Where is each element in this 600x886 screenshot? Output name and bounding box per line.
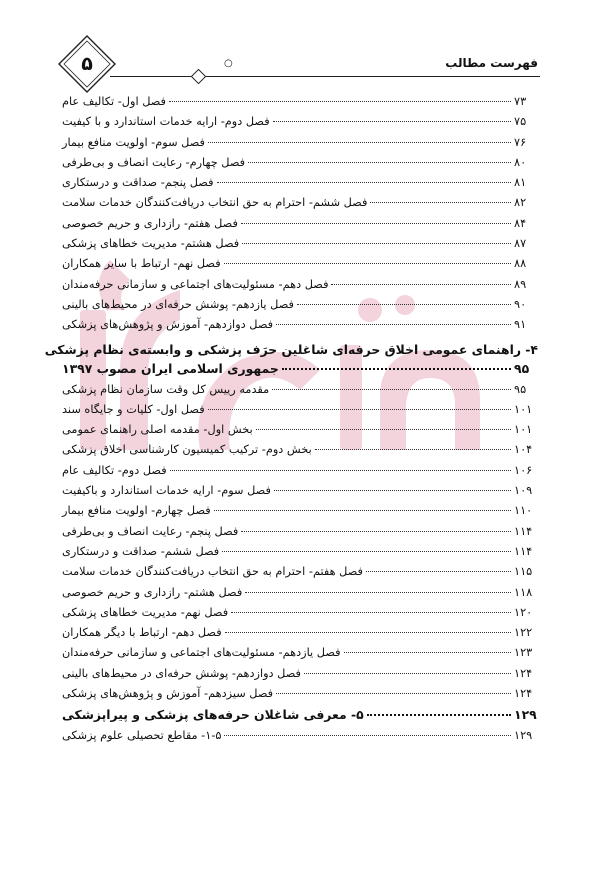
section-4-title-line-1: ۴- راهنمای عمومی اخلاق حرفه‌ای شاغلین حرَف پزشکی و وابسته‌ی نظام پزشکی <box>44 341 538 357</box>
section-4-title-line-2: جمهوری اسلامی ایران مصوب ۱۳۹۷ ۹۵ <box>62 360 530 376</box>
toc-group-1 <box>62 95 538 339</box>
page-header <box>0 0 600 100</box>
toc-entry[interactable]: فصل سیزدهم- آموزش و پژوهش‌های پزشکی ۱۲۴ <box>62 687 533 701</box>
toc-entry[interactable]: فصل یازدهم- مسئولیت‌های اجتماعی و سازمانی حرفه‌مندان ۱۲۳ <box>62 646 533 660</box>
toc-entry[interactable]: فصل اول- تکالیف عام ۷۳ <box>62 95 527 108</box>
toc-group-3 <box>62 729 538 749</box>
diamond-ornament-icon <box>191 69 207 85</box>
table-of-contents <box>44 95 538 750</box>
toc-entry[interactable]: فصل هفتم- احترام به حق انتخاب دریافت‌کنندگان خدمات سلامت ۱۱۵ <box>62 565 533 579</box>
toc-entry[interactable]: فصل سوم- اولویت منافع بیمار ۷۶ <box>62 135 527 149</box>
toc-entry[interactable]: فصل پنجم- رعایت انصاف و بی‌طرفی ۱۱۴ <box>62 524 533 538</box>
toc-entry[interactable]: فصل دوازدهم- آموزش و پژوهش‌های پزشکی ۹۱ <box>62 318 527 332</box>
toc-entry[interactable]: فصل نهم- ارتباط با سایر همکاران ۸۸ <box>62 257 527 271</box>
toc-entry[interactable]: فصل هشتم- رازداری و حریم خصوصی ۱۱۸ <box>62 585 533 599</box>
toc-entry[interactable]: فصل سوم- ارایه خدمات استاندارد و باکیفیت ۱۰۹ <box>62 484 533 498</box>
toc-entry[interactable]: فصل دوم- تکالیف عام ۱۰۶ <box>62 463 533 477</box>
toc-entry[interactable]: فصل دهم- مسئولیت‌های اجتماعی و سازمانی حرفه‌مندان ۸۹ <box>62 277 527 291</box>
header-rule <box>110 76 540 77</box>
toc-entry[interactable]: فصل یازدهم- پوشش حرفه‌ای در محیط‌های بالینی ۹۰ <box>62 297 527 311</box>
toc-entry[interactable]: مقدمه رییس کل وقت سازمان نظام پزشکی ۹۵ <box>62 382 527 396</box>
page-number: ۵ <box>81 53 93 75</box>
toc-entry[interactable]: فصل هشتم- مدیریت خطاهای پزشکی ۸۷ <box>62 237 527 251</box>
toc-entry[interactable]: فصل اول- کلیات و جایگاه سند ۱۰۱ <box>62 402 533 416</box>
toc-entry[interactable]: بخش دوم- ترکیب کمیسیون کارشناسی اخلاق پزشکی ۱۰۴ <box>62 443 533 457</box>
toc-entry[interactable]: فصل پنجم- صداقت و درستکاری ۸۱ <box>62 176 527 190</box>
toc-entry[interactable]: بخش اول- مقدمه اصلی راهنمای عمومی ۱۰۱ <box>62 423 533 437</box>
toc-entry[interactable]: فصل دوم- ارایه خدمات استاندارد و با کیفیت ۷۵ <box>62 115 527 129</box>
toc-entry[interactable]: ۱-۵- مقاطع تحصیلی علوم پزشکی ۱۲۹ <box>62 729 533 743</box>
toc-entry[interactable]: فصل دهم- ارتباط با دیگر همکاران ۱۲۲ <box>62 626 533 640</box>
toc-entry[interactable]: فصل هفتم- رازداری و حریم خصوصی ۸۴ <box>62 216 527 230</box>
chapter-title: فهرست مطالب <box>445 56 538 70</box>
toc-entry[interactable]: فصل چهارم- اولویت منافع بیمار ۱۱۰ <box>62 504 533 518</box>
toc-entry[interactable]: فصل نهم- مدیریت خطاهای پزشکی ۱۲۰ <box>62 605 533 619</box>
toc-entry[interactable]: فصل چهارم- رعایت انصاف و بی‌طرفی ۸۰ <box>62 155 527 169</box>
toc-entry[interactable]: فصل دوازدهم- پوشش حرفه‌ای در محیط‌های بالینی ۱۲۴ <box>62 666 533 680</box>
toc-entry[interactable]: فصل ششم- صداقت و درستکاری ۱۱۴ <box>62 544 533 558</box>
toc-entry[interactable]: فصل ششم- احترام به حق انتخاب دریافت‌کنندگان خدمات سلامت ۸۲ <box>62 196 527 210</box>
toc-section-4[interactable] <box>44 339 538 383</box>
toc-group-2 <box>62 383 538 708</box>
toc-section-5[interactable]: ۵- معرفی شاغلان حرفه‌های پزشکی و پیراپزشکی ۱۲۹ <box>62 707 537 723</box>
header-mark: ○ <box>224 58 233 69</box>
